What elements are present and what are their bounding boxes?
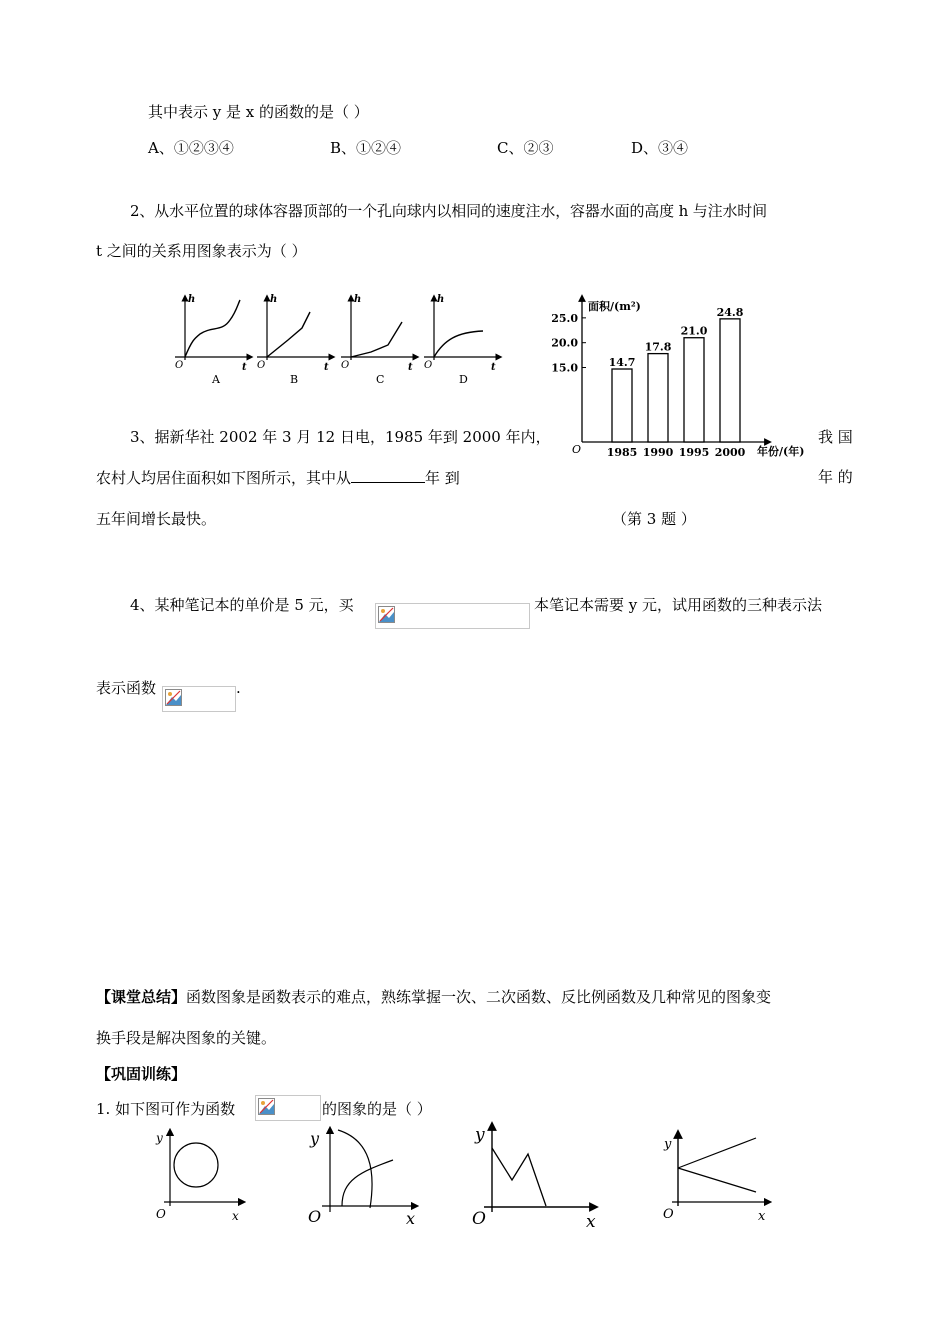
practice-heading: 【巩固训练】 [96, 1065, 187, 1083]
bar-value-label: 17.8 [644, 340, 672, 354]
summary-text-2: 换手段是解决图象的关键。 [96, 1029, 277, 1047]
summary-heading: 【课堂总结】 [96, 988, 187, 1006]
bar [720, 319, 740, 442]
practice-graph-1 [155, 1131, 242, 1223]
q3-line-2 [96, 468, 460, 487]
svg-text:t: t [491, 362, 496, 373]
svg-text:t: t [324, 362, 329, 373]
svg-text:D: D [459, 373, 468, 386]
svg-text:C: C [376, 373, 385, 386]
bar [612, 369, 632, 442]
bar-value-label: 14.7 [608, 356, 636, 370]
x-tick-label: 1995 [678, 446, 710, 459]
svg-text:y: y [475, 1125, 485, 1145]
svg-text:t: t [408, 362, 413, 373]
x-tick-label: 1985 [606, 446, 638, 459]
svg-text:A: A [212, 373, 220, 386]
svg-text:x: x [586, 1212, 596, 1232]
option-b: B、①②④ [330, 139, 402, 157]
bar-value-label: 21.0 [680, 324, 708, 338]
svg-text:y: y [664, 1137, 672, 1152]
chart-origin-label: O [572, 443, 582, 456]
svg-text:x: x [758, 1209, 766, 1224]
bar [648, 354, 668, 442]
svg-text:y: y [310, 1129, 320, 1148]
svg-text:O: O [663, 1207, 674, 1222]
y-tick-label: 25.0 [551, 311, 578, 325]
option-a: A、①②③④ [148, 139, 234, 157]
q3-line-1-end: 我 国 [818, 428, 853, 446]
formula-image [255, 1095, 321, 1121]
formula-image [375, 603, 530, 629]
broken-image-icon [258, 1098, 275, 1115]
x-tick-label: 2000 [714, 446, 746, 459]
svg-text:O: O [472, 1209, 486, 1229]
practice-graph-4 [663, 1134, 768, 1224]
figure-caption: （第 3 题 ） [612, 510, 696, 528]
bar-value-label: 24.8 [716, 305, 744, 319]
svg-text:O: O [257, 360, 266, 371]
q2-line-2: t 之间的关系用图象表示为（ ） [96, 242, 307, 260]
q2-graph-a [175, 294, 250, 386]
q4-line-2: 表示函数 [96, 679, 157, 697]
practice-graph-2 [308, 1129, 415, 1228]
chart-y-axis-label: 面积/(m²) [588, 300, 641, 313]
broken-image-icon [165, 689, 182, 706]
option-c: C、②③ [497, 139, 554, 157]
chart-x-axis-label: 年份/(年) [757, 445, 805, 458]
q3-line-3: 五年间增长最快。 [96, 510, 217, 528]
formula-image [162, 686, 236, 712]
svg-text:O: O [424, 360, 433, 371]
svg-text:h: h [270, 294, 278, 305]
svg-text:O: O [175, 360, 184, 371]
svg-text:y: y [156, 1131, 163, 1145]
q2-graph-d [424, 294, 499, 386]
x-tick-label: 1990 [642, 446, 674, 459]
y-tick-label: 15.0 [551, 361, 578, 375]
practice-graphs [150, 1120, 790, 1235]
summary-text-1: 函数图象是函数表示的难点，熟练掌握一次、二次函数、反比例函数及几种常见的图象变 [186, 988, 772, 1006]
q2-graph-c [341, 294, 416, 386]
svg-text:h: h [354, 294, 362, 305]
summary-line-1 [96, 988, 771, 1006]
svg-text:O: O [341, 360, 350, 371]
question-stem: 其中表示 y 是 x 的函数的是（ ） [148, 103, 369, 121]
svg-text:O: O [308, 1207, 322, 1226]
answer-blank[interactable] [351, 468, 425, 483]
bar [684, 338, 704, 442]
q2-graph-b [257, 294, 332, 386]
svg-text:h: h [437, 294, 445, 305]
practice-graph-3 [472, 1125, 596, 1232]
svg-text:B: B [290, 373, 299, 386]
q4-line-1-b: 本笔记本需要 y 元，试用函数的三种表示法 [534, 596, 823, 614]
q3-line-2-end: 年 的 [818, 468, 853, 486]
svg-text:x: x [406, 1209, 416, 1228]
y-tick-label: 20.0 [551, 336, 578, 350]
bar-chart [551, 290, 810, 465]
q2-graphs [170, 290, 510, 390]
svg-text:x: x [232, 1209, 239, 1223]
q4-line-1-a: 4、某种笔记本的单价是 5 元，买 [130, 596, 354, 614]
practice-q1-a: 1. 如下图可作为函数 [96, 1100, 236, 1118]
practice-q1-b: 的图象的是（ ） [322, 1100, 432, 1118]
q2-line-1: 2、从水平位置的球体容器顶部的一个孔向球内以相同的速度注水，容器水面的高度 h 与注水时间 [130, 202, 767, 220]
option-d: D、③④ [631, 139, 689, 157]
q3-line-2-a: 农村人均居住面积如下图所示，其中从 [96, 469, 352, 487]
q4-line-2-end: . [236, 679, 241, 697]
svg-text:h: h [188, 294, 196, 305]
svg-text:O: O [156, 1207, 166, 1221]
q3-line-1: 3、据新华社 2002 年 3 月 12 日电，1985 年到 2000 年内， [130, 428, 551, 446]
broken-image-icon [378, 606, 395, 623]
q3-line-2-b: 年 到 [425, 469, 460, 487]
svg-text:t: t [242, 362, 247, 373]
